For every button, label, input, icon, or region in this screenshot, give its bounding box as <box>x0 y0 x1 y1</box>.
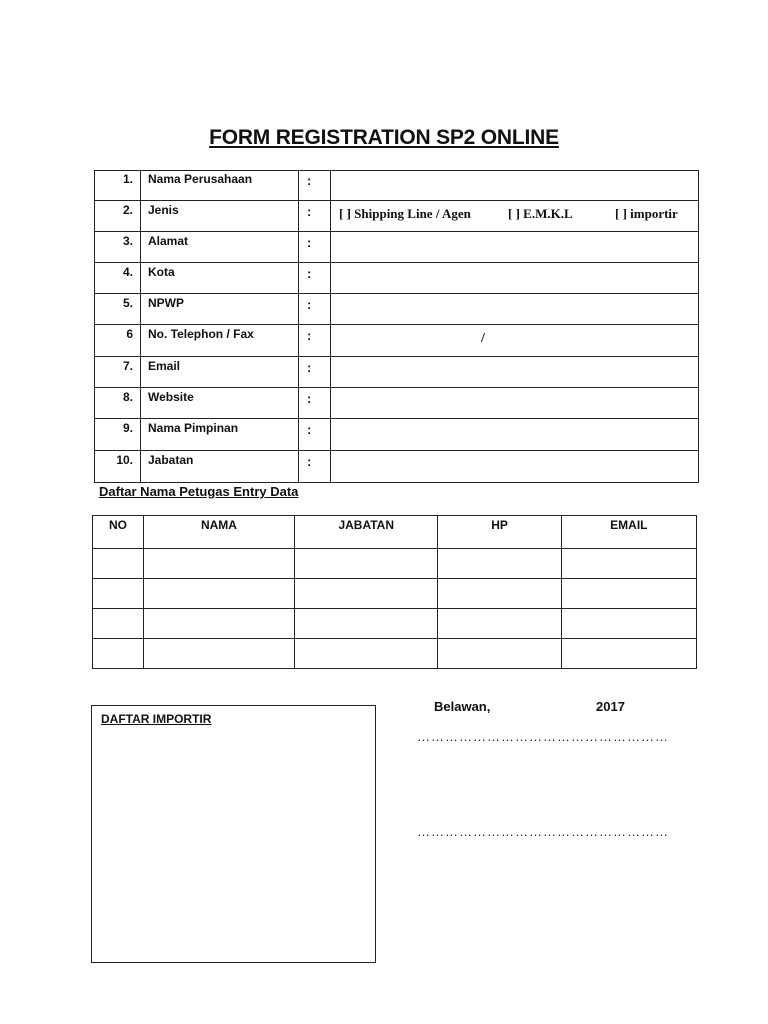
cell-email[interactable] <box>561 609 696 639</box>
importir-title: DAFTAR IMPORTIR <box>101 712 212 726</box>
cell-jabatan[interactable] <box>295 639 438 669</box>
row-nama-pimpinan <box>95 419 698 451</box>
row-label: No. Telephon / Fax <box>141 325 299 357</box>
registration-table <box>94 170 699 483</box>
row-label: Kota <box>141 263 299 294</box>
col-header-no: NO <box>93 516 144 549</box>
website-field[interactable] <box>331 388 698 419</box>
row-number: 2. <box>95 201 141 232</box>
row-number: 6 <box>95 325 141 357</box>
row-nama-perusahaan <box>95 170 698 201</box>
row-npwp <box>95 294 698 325</box>
row-number: 5. <box>95 294 141 325</box>
cell-email[interactable] <box>561 579 696 609</box>
row-label: Website <box>141 388 299 419</box>
row-colon: : <box>299 388 331 419</box>
phone-fax-separator: / <box>481 331 485 346</box>
table-row <box>93 639 697 669</box>
signature-line-1[interactable]: ……………………………………………… <box>417 729 669 744</box>
row-colon: : <box>299 325 331 357</box>
row-label: Nama Pimpinan <box>141 419 299 451</box>
row-colon: : <box>299 357 331 388</box>
signature-year: 2017 <box>596 699 625 714</box>
alamat-field[interactable] <box>331 232 698 263</box>
signature-place: Belawan, <box>434 699 491 714</box>
cell-no[interactable] <box>93 639 144 669</box>
cell-nama[interactable] <box>143 549 294 579</box>
cell-nama[interactable] <box>143 639 294 669</box>
cell-nama[interactable] <box>143 609 294 639</box>
row-colon: : <box>299 294 331 325</box>
cell-jabatan[interactable] <box>295 549 438 579</box>
row-label: Alamat <box>141 232 299 263</box>
cell-email[interactable] <box>561 639 696 669</box>
row-colon: : <box>299 419 331 451</box>
cell-hp[interactable] <box>438 579 561 609</box>
jabatan-field[interactable] <box>331 451 698 482</box>
row-website <box>95 388 698 419</box>
nama-perusahaan-field[interactable] <box>331 170 698 201</box>
col-header-hp: HP <box>438 516 561 549</box>
cell-hp[interactable] <box>438 609 561 639</box>
npwp-field[interactable] <box>331 294 698 325</box>
officers-section-title: Daftar Nama Petugas Entry Data <box>99 484 299 499</box>
cell-hp[interactable] <box>438 639 561 669</box>
form-title: FORM REGISTRATION SP2 ONLINE <box>209 126 559 149</box>
row-email <box>95 357 698 388</box>
cell-jabatan[interactable] <box>295 579 438 609</box>
row-label: NPWP <box>141 294 299 325</box>
row-label: Jenis <box>141 201 299 232</box>
telephon-fax-field[interactable] <box>331 325 698 357</box>
row-telephon-fax <box>95 325 698 357</box>
row-colon: : <box>299 170 331 201</box>
row-colon: : <box>299 451 331 482</box>
row-number: 9. <box>95 419 141 451</box>
cell-no[interactable] <box>93 549 144 579</box>
row-number: 7. <box>95 357 141 388</box>
col-header-nama: NAMA <box>143 516 294 549</box>
cell-nama[interactable] <box>143 579 294 609</box>
row-number: 1. <box>95 170 141 201</box>
row-colon: : <box>299 201 331 232</box>
row-number: 10. <box>95 451 141 482</box>
row-number: 8. <box>95 388 141 419</box>
jenis-options <box>331 201 698 232</box>
table-row <box>93 579 697 609</box>
row-alamat <box>95 232 698 263</box>
officers-header-row <box>93 516 697 549</box>
importir-box[interactable] <box>91 705 376 963</box>
row-colon: : <box>299 263 331 294</box>
cell-email[interactable] <box>561 549 696 579</box>
option-shipping-line[interactable]: [ ] Shipping Line / Agen <box>339 206 471 221</box>
row-jabatan <box>95 451 698 482</box>
option-emkl[interactable]: [ ] E.M.K.L <box>508 206 573 221</box>
table-row <box>93 549 697 579</box>
nama-pimpinan-field[interactable] <box>331 419 698 451</box>
row-jenis <box>95 201 698 232</box>
row-label: Nama Perusahaan <box>141 170 299 201</box>
row-colon: : <box>299 232 331 263</box>
row-kota <box>95 263 698 294</box>
col-header-email: EMAIL <box>561 516 696 549</box>
cell-no[interactable] <box>93 579 144 609</box>
cell-no[interactable] <box>93 609 144 639</box>
row-number: 3. <box>95 232 141 263</box>
cell-hp[interactable] <box>438 549 561 579</box>
row-number: 4. <box>95 263 141 294</box>
row-label: Email <box>141 357 299 388</box>
kota-field[interactable] <box>331 263 698 294</box>
col-header-jabatan: JABATAN <box>295 516 438 549</box>
cell-jabatan[interactable] <box>295 609 438 639</box>
table-row <box>93 609 697 639</box>
signature-line-2[interactable]: ……………………………………………… <box>417 824 669 839</box>
option-importir[interactable]: [ ] importir <box>615 206 678 221</box>
email-field[interactable] <box>331 357 698 388</box>
officers-table <box>92 515 697 669</box>
row-label: Jabatan <box>141 451 299 482</box>
